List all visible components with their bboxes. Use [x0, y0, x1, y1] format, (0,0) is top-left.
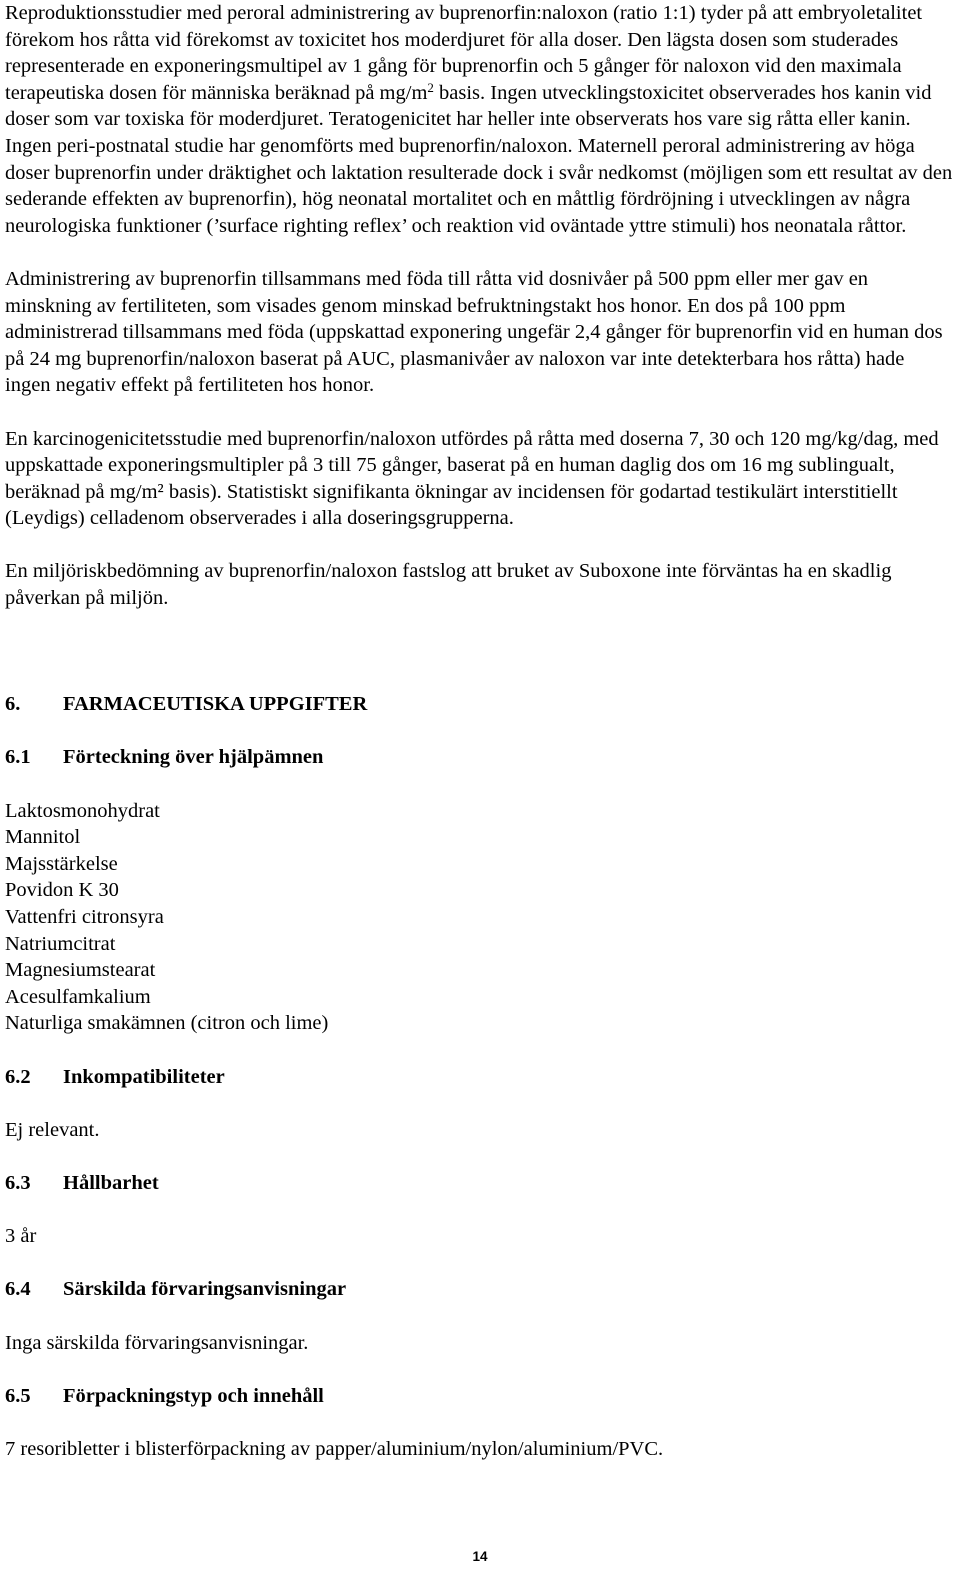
paragraph-text: basis. Ingen utvecklingstoxicitet observerades hos kanin vid doser som var toxiska för moderdjuret. Teratogenicitet har heller inte observerats hos vare sig råtta eller kanin. Ingen peri-postnatal studie har genomförts med buprenorfin/naloxon. Maternell peroral administrering av höga doser buprenorfin under dräktighet och laktation resulterade dock i svår nedkomst (möjligen som ett resultat av den sederande effekten av buprenorfin), hög neonatal mortalitet och en måttlig fördröjning i utvecklingen av några neurologiska funktioner (’surface righting reflex’ och reaktion vid oväntade yttre stimuli) hos neonatala råttor. [5, 81, 953, 237]
section-6-1-heading [5, 744, 955, 771]
section-6-2-heading [5, 1064, 955, 1091]
section-number: 6.2 [5, 1065, 31, 1088]
section-6-4-heading [5, 1276, 955, 1303]
section-6-3-heading [5, 1170, 955, 1197]
excipient-list [5, 798, 955, 1037]
section-title: Särskilda förvaringsanvisningar [63, 1278, 347, 1301]
section-6-4-text: Inga särskilda förvaringsanvisningar. [5, 1331, 309, 1354]
list-item: Majsstärkelse [5, 852, 118, 875]
section-title: Förteckning över hjälpämnen [63, 746, 324, 769]
paragraph-environment: En miljöriskbedömning av buprenorfin/naloxon fastslog att bruket av Suboxone inte förväntas ha en skadlig påverkan på miljön. [5, 560, 892, 610]
paragraph-reproduction-studies [5, 0, 955, 239]
section-title: Förpackningstyp och innehåll [63, 1384, 324, 1407]
section-number: 6. [5, 693, 21, 716]
list-item: Magnesiumstearat [5, 959, 156, 982]
list-item: Povidon K 30 [5, 879, 119, 902]
list-item: Vattenfri citronsyra [5, 906, 164, 928]
superscript: 2 [427, 79, 434, 95]
section-6-3-text: 3 år [5, 1225, 37, 1248]
list-item: Acesulfamkalium [5, 985, 151, 1008]
section-number: 6.1 [5, 746, 31, 769]
page-number: 14 [472, 1549, 488, 1564]
list-item: Natriumcitrat [5, 932, 116, 955]
list-item: Mannitol [5, 826, 81, 849]
section-6-2-text: Ej relevant. [5, 1118, 100, 1141]
section-6-5-heading [5, 1383, 955, 1410]
section-number: 6.4 [5, 1278, 31, 1301]
section-number: 6.5 [5, 1384, 31, 1407]
list-item: Laktosmonohydrat [5, 799, 160, 822]
paragraph-fertility: Administrering av buprenorfin tillsammans med föda till råtta vid dosnivåer på 500 ppm eller mer gav en minskning av fertiliteten, som visades genom minskad befruktningstakt hos honor. En dos på 100 ppm administrerad tillsammans med föda (uppskattad exponering ungefär 2,4 gånger för buprenorfin vid en human dos på 24 mg buprenorfin/naloxon baserat på AUC, plasmanivåer av naloxon var inte detekterbara hos råtta) hade ingen negativ effekt på fertiliteten hos honor. [5, 267, 943, 397]
section-title: FARMACEUTISKA UPPGIFTER [63, 693, 368, 716]
list-item: Naturliga smakämnen (citron och lime) [5, 1012, 329, 1035]
section-title: Inkompatibiliteter [63, 1065, 225, 1088]
section-6-5-text: 7 resoribletter i blisterförpackning av papper/aluminium/nylon/aluminium/PVC. [5, 1437, 664, 1460]
paragraph-text: Reproduktionsstudier med peroral administrering av buprenorfin:naloxon (ratio 1:1) tyder på att embryoletalitet förekom hos råtta vid förekomst av toxicitet hos moderdjuret för alla doser. Den lägsta dosen som studerades representerade en exponeringsmultipel av 1 gång för buprenorfin och 5 gånger för naloxon vid den maximala terapeutiska dosen för människa beräknad på mg/m [5, 2, 923, 104]
section-title: Hållbarhet [63, 1171, 159, 1194]
section-6-heading [5, 691, 955, 718]
spacer [5, 612, 955, 665]
document-page [5, 0, 955, 1462]
paragraph-carcinogenicity: En karcinogenicitetsstudie med buprenorfin/naloxon utfördes på råtta med doserna 7, 30 och 120 mg/kg/dag, med uppskattade exponeringsmultipler på 3 till 75 gånger, baserat på en human daglig dos om 16 mg sublingualt, beräknad på mg/m² basis). Statistiskt signifikanta ökningar av incidensen för godartad testikulärt interstitiellt (Leydigs) celladenom observerades i alla doseringsgrupperna. [5, 427, 939, 530]
section-number: 6.3 [5, 1171, 31, 1194]
